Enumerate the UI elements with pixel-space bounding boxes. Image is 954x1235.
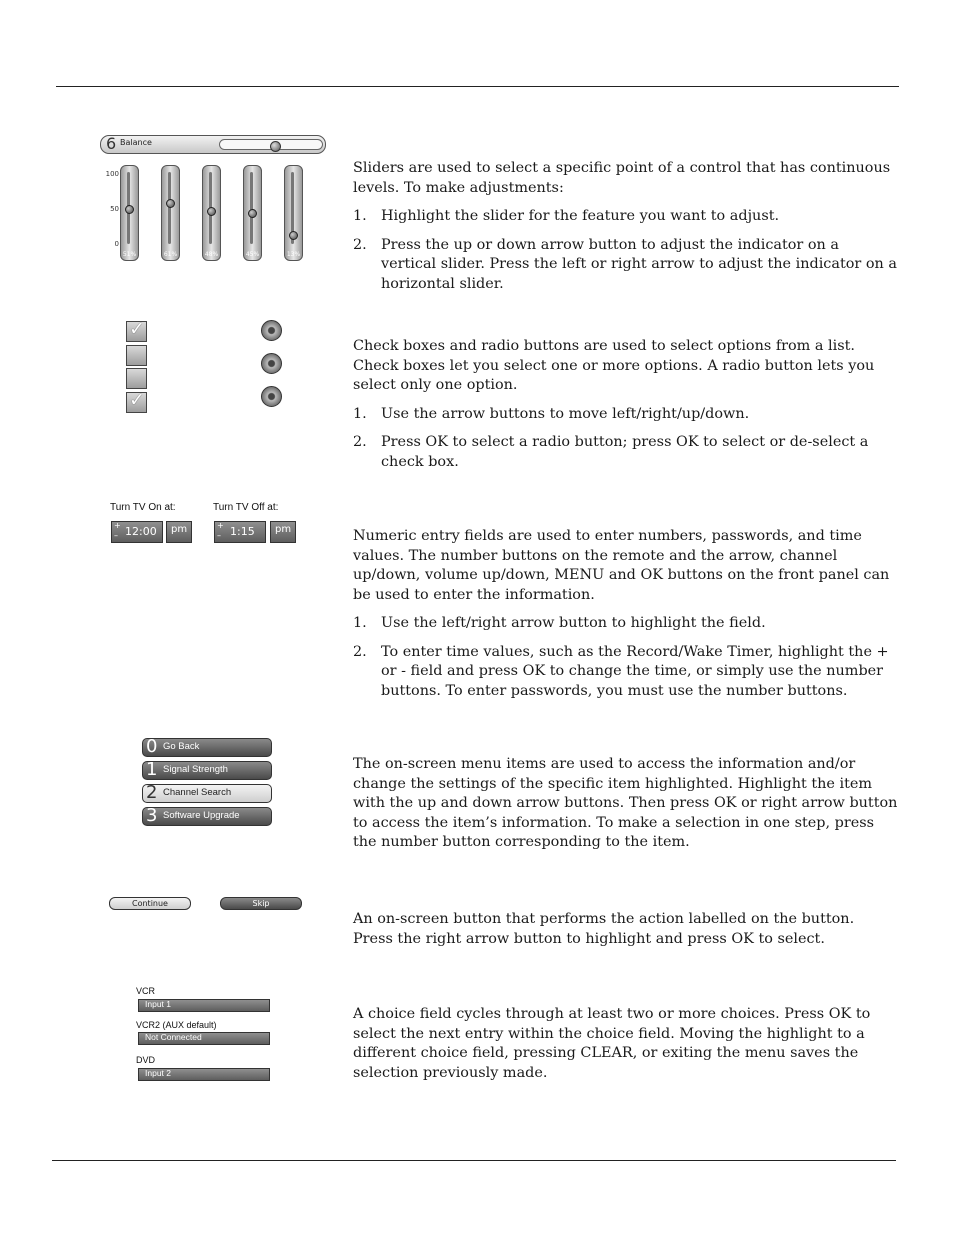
numeric-step-2 [353,643,898,702]
step-number: 2. [353,643,367,660]
vertical-slider-2[interactable] [161,165,180,261]
menu-item-go-back[interactable] [142,738,272,757]
choice-description-block [353,1005,898,1092]
vertical-slider-4[interactable] [243,165,262,261]
step-text: Highlight the slider for the feature you want to adjust. [381,208,780,224]
choice-value: Input 1 [145,999,171,1009]
turn-on-ampm-field[interactable] [166,521,192,543]
numeric-step-1 [353,614,898,634]
turn-on-time-field[interactable] [111,521,163,543]
sliders-description: Sliders are used to select a specific point of a control that has continuous levels. To make adjustments: [353,160,891,196]
scale-label-100: 100 [105,170,119,178]
balance-slider-track [219,139,323,150]
menu-item-number: 2 [146,782,158,803]
choice-label-dvd: DVD [136,1055,156,1065]
step-number: 2. [353,236,367,253]
menu-item-number: 1 [146,759,158,780]
minus-icon[interactable]: – [217,531,221,540]
step-text: Use the left/right arrow button to highlight the field. [381,615,766,631]
checkbox-2[interactable] [126,345,147,366]
choice-field-dvd[interactable] [138,1068,270,1081]
balance-slider-number: 6 [106,134,117,153]
vertical-slider-percent: 51% [122,251,137,258]
choice-value: Not Connected [145,1032,202,1042]
checkbox-description-block [353,337,898,481]
menu-item-label: Signal Strength [163,764,228,775]
radio-button-1[interactable] [261,320,282,341]
vertical-slider-5[interactable] [284,165,303,261]
vertical-slider-track [250,172,253,244]
plus-icon[interactable]: + [114,521,121,530]
menu-item-label: Channel Search [163,787,232,798]
menu-description-block [353,755,898,862]
menu-item-number: 3 [146,805,158,826]
menu-item-software-upgrade[interactable] [142,807,272,826]
turn-on-ampm-value: pm [171,524,188,535]
vertical-slider-1[interactable] [120,165,139,261]
checkbox-step-2 [353,433,898,472]
sliders-steps [353,207,898,294]
check-mark-icon: ✓ [129,389,145,411]
vertical-slider-knob[interactable] [289,231,298,240]
balance-slider-knob[interactable] [270,141,281,152]
turn-off-time-value: 1:15 [230,525,255,538]
vertical-slider-percent: 61% [163,251,178,258]
vertical-slider-percent: 48% [204,251,219,258]
turn-on-time-value: 12:00 [125,525,157,538]
radio-button-3[interactable] [261,386,282,407]
choice-label-vcr: VCR [136,986,156,996]
turn-off-label: Turn TV Off at: [213,502,279,513]
checkbox-step-1 [353,405,898,425]
top-rule [56,86,899,87]
skip-button[interactable]: Skip [220,897,302,910]
radio-button-2[interactable] [261,353,282,374]
sliders-step-1 [353,207,898,227]
minus-icon[interactable]: – [114,531,118,540]
checkbox-description: Check boxes and radio buttons are used to select options from a list. Check boxes let you select one or more options. A radio button lets you select only one option. [353,338,875,393]
choice-field-vcr2[interactable] [138,1032,270,1045]
buttons-description: An on-screen button that performs the action labelled on the button. Press the right arrow button to highlight and press OK to select. [353,911,855,947]
turn-off-ampm-field[interactable] [270,521,296,543]
checkbox-1[interactable] [126,318,147,342]
menu-item-signal-strength[interactable] [142,761,272,780]
step-text: Press the up or down arrow button to adjust the indicator on a vertical slider. Press the left or right arrow to adjust the indicator on a horizontal slider. [381,236,897,292]
checkbox-steps [353,405,898,473]
menu-description: The on-screen menu items are used to access the information and/or change the settings of the specific item highlighted. Highlight the item with the up and down arrow buttons. Then press OK or right arrow button to access the item’s information. To make a selection in one step, press the number button corresponding to the item. [353,756,898,850]
step-number: 2. [353,434,367,450]
choice-description: A choice field cycles through at least two or more choices. Press OK to select the next entry within the choice field. Moving the highlight to a different choice field, pressing CLEAR, or exiting the menu saves the selection previously made. [353,1006,871,1081]
turn-off-ampm-value: pm [275,524,292,535]
menu-item-label: Software Upgrade [163,810,240,821]
step-text: Use the arrow buttons to move left/right/up/down. [381,405,750,422]
step-text: To enter time values, such as the Record/Wake Timer, highlight the + or - field and press OK to change the time, or simply use the number buttons. To enter passwords, you must use the number buttons. [381,643,889,699]
step-text: Press OK to select a radio button; press OK to select or de-select a check box. [381,434,869,470]
vertical-slider-knob[interactable] [248,209,257,218]
plus-icon[interactable]: + [217,521,224,530]
numeric-description-block [353,527,898,710]
choice-label-vcr2: VCR2 (AUX default) [136,1020,217,1030]
sliders-step-2 [353,236,898,295]
menu-item-number: 0 [146,736,158,757]
vertical-slider-knob[interactable] [207,207,216,216]
vertical-slider-percent: 45% [245,251,260,258]
menu-item-channel-search[interactable] [142,784,272,803]
scale-label-0: 0 [114,240,119,248]
checkbox-4[interactable] [126,389,147,413]
step-number: 1. [353,405,367,422]
check-mark-icon: ✓ [129,318,145,340]
sliders-description-block [353,159,898,303]
step-number: 1. [353,208,367,224]
choice-value: Input 2 [145,1068,171,1078]
choice-field-vcr[interactable] [138,999,270,1012]
balance-slider[interactable] [100,135,326,154]
step-number: 1. [353,615,367,631]
turn-off-time-field[interactable] [214,521,266,543]
vertical-slider-knob[interactable] [125,205,134,214]
scale-label-50: 50 [110,205,119,213]
balance-slider-label: Balance [120,138,152,147]
vertical-slider-3[interactable] [202,165,221,261]
checkbox-3[interactable] [126,368,147,389]
vertical-slider-track [168,172,171,244]
numeric-steps [353,614,898,701]
continue-button[interactable]: Continue [109,897,191,910]
turn-on-label: Turn TV On at: [110,502,176,513]
vertical-slider-knob[interactable] [166,199,175,208]
buttons-description-block [353,910,898,958]
numeric-description: Numeric entry fields are used to enter numbers, passwords, and time values. The number buttons on the remote and the arrow, channel up/down, volume up/down, MENU and OK buttons on the front panel can be used to enter the information. [353,528,890,603]
bottom-rule [52,1160,896,1161]
menu-item-label: Go Back [163,741,200,752]
vertical-slider-percent: 13% [286,251,301,258]
